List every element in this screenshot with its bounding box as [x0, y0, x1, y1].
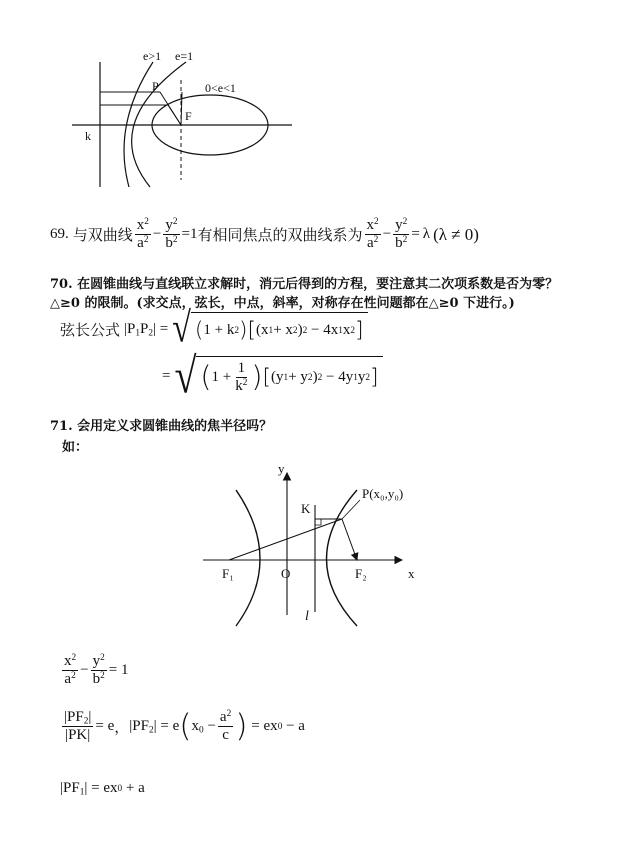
chord-formula-1: 弦长公式 $|P_1P_2|$ = √ ( 1 + k 2 ) [ (x 1 + x 2 ) 2 − 4x 1 x 2 ] — [60, 312, 368, 346]
conic-diagram — [60, 40, 310, 200]
label-f2: F₂ — [355, 566, 367, 581]
label-k: k — [85, 129, 91, 143]
label-e-eq-1: e=1 — [175, 49, 194, 63]
right-angle-mark — [315, 519, 321, 525]
label-p: P(x₀,y₀) — [362, 486, 404, 501]
item-69-number: 69. — [50, 226, 69, 243]
hyperbola-equation: $\frac{x^2}{a^2}$ − $\frac{y^2}{b^2}$ = 1 — [64, 652, 129, 687]
p-label-leader — [342, 500, 360, 519]
eccentricity-formula: $\frac{|PF_2|}{|PK|}$ = e ， $|PF_2|$ = e ( $x_0$ − $\frac{a^2}{c}$ ) = ex 0 − a — [64, 707, 305, 744]
item-69-text-1: 与双曲线 — [72, 228, 133, 245]
pf1-formula: $|PF_1|$ = ex 0 + a — [60, 780, 145, 798]
left-branch — [236, 490, 260, 626]
hyperbola-diagram — [195, 455, 425, 635]
item-69-lambda: λ — [422, 226, 431, 243]
chord-formula-2: = √ ( 1 + $\frac{1}{k^2}$ ) [ (y 1 + y 2 ) 2 − 4y 1 y 2 ] — [162, 356, 383, 396]
item-70-line-1: 70. 在圆锥曲线与直线联立求解时，消元后得到的方程，要注意其二次项系数是否为零？ — [50, 277, 559, 292]
pf2-segment — [342, 519, 357, 560]
label-x: x — [408, 566, 415, 581]
label-e-gt-1: e>1 — [143, 49, 162, 63]
item-70-line-2: △≥0 的限制。(求交点，弦长，中点，斜率，对称存在性问题都在△≥0 下进行。) — [50, 296, 515, 311]
item-69-text-2: 有相同焦点的双曲线系为 — [197, 228, 363, 245]
label-y: y — [278, 461, 285, 476]
chord-label: 弦长公式 — [60, 322, 121, 339]
label-f: F — [185, 109, 192, 123]
right-branch — [327, 490, 358, 626]
item-71-line-1: 71. 会用定义求圆锥曲线的焦半径吗？ — [50, 419, 273, 434]
item-69: 69. 与双曲线 $\frac{x^2}{a^2}$ − $\frac{y^2}{b^2}$ =1 有相同焦点的双曲线系为 $\frac{x^2}{a^2}$ − $\frac{y^2}{b^2}$ = λ (λ ≠ 0) — [50, 216, 479, 251]
label-o: O — [281, 566, 291, 581]
item-69-lambda-cond: (λ ≠ 0) — [433, 224, 479, 244]
label-k: K — [301, 501, 311, 516]
item-71-line-2: 如： — [62, 440, 89, 455]
label-l: l — [305, 609, 309, 624]
label-p: P — [152, 79, 159, 93]
label-f1: F₁ — [222, 566, 234, 581]
focal-segment-2 — [168, 105, 181, 125]
pf1-segment — [229, 519, 342, 560]
item-69-eq1: =1 — [181, 226, 198, 243]
label-ellipse: 0<e<1 — [205, 81, 236, 95]
